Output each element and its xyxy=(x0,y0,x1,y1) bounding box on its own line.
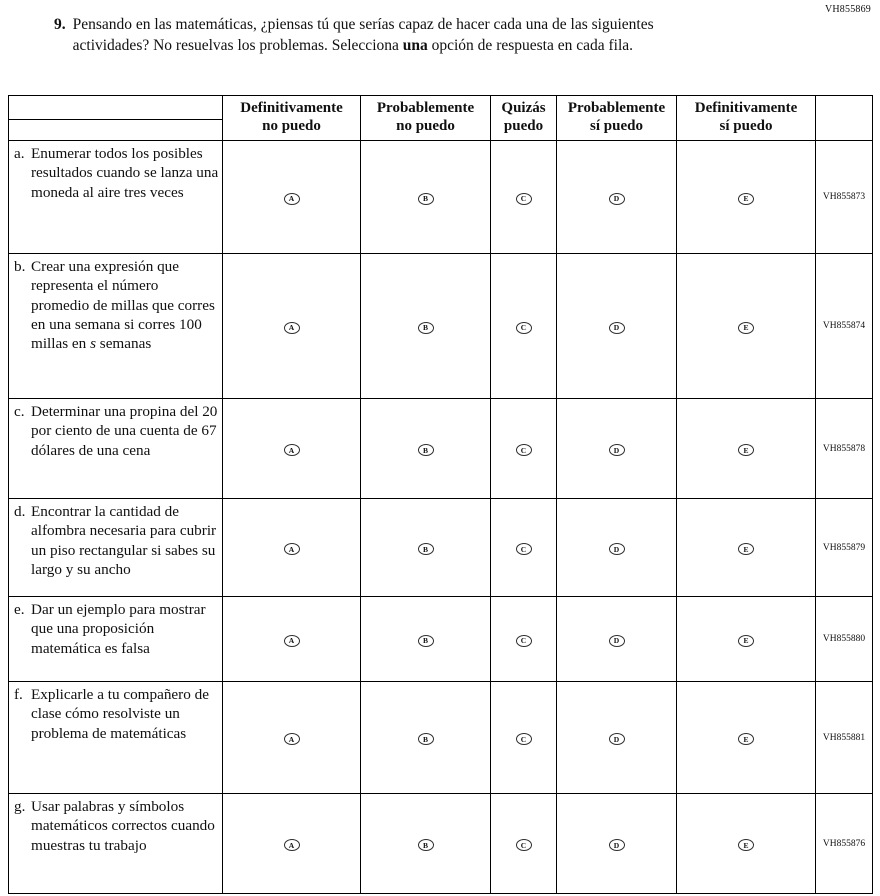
activity-cell xyxy=(9,499,223,597)
activity-letter: f. xyxy=(14,686,23,703)
circled-letter-e[interactable]: E xyxy=(738,635,754,647)
activity-text-italic: s xyxy=(90,335,96,353)
circled-letter-a[interactable]: A xyxy=(284,193,300,205)
option-bubble-a[interactable] xyxy=(223,141,361,254)
option-bubble-a[interactable] xyxy=(223,682,361,794)
question-number: 9. xyxy=(54,16,66,33)
activity-row-g xyxy=(9,794,873,894)
activity-letter: b. xyxy=(14,258,26,275)
activity-letter: c. xyxy=(14,403,25,420)
option-bubble-c[interactable] xyxy=(491,399,557,499)
row-accession-code: VH855879 xyxy=(816,499,873,597)
circled-letter-b[interactable]: B xyxy=(418,733,434,745)
activity-cell xyxy=(9,794,223,894)
circled-letter-d[interactable]: D xyxy=(609,193,625,205)
option-bubble-c[interactable] xyxy=(491,254,557,399)
circled-letter-c[interactable]: C xyxy=(516,444,532,456)
option-bubble-d[interactable] xyxy=(557,794,677,894)
header-stub-cell xyxy=(9,96,223,141)
option-bubble-d[interactable] xyxy=(557,141,677,254)
circled-letter-b[interactable]: B xyxy=(418,322,434,334)
circled-letter-b[interactable]: B xyxy=(418,839,434,851)
option-bubble-a[interactable] xyxy=(223,499,361,597)
col-header-definitely-cannot xyxy=(223,96,361,141)
activity-cell xyxy=(9,399,223,499)
option-bubble-e[interactable] xyxy=(677,399,816,499)
activity-letter: g. xyxy=(14,798,26,815)
header-line2: no puedo xyxy=(262,118,321,134)
activity-text: Dar un ejemplo para mostrar que una proposición matemática es falsa xyxy=(31,601,206,657)
circled-letter-a[interactable]: A xyxy=(284,733,300,745)
circled-letter-b[interactable]: B xyxy=(418,635,434,647)
option-bubble-d[interactable] xyxy=(557,499,677,597)
activity-cell xyxy=(9,141,223,254)
header-line1: Quizás xyxy=(501,100,546,117)
option-bubble-e[interactable] xyxy=(677,141,816,254)
row-accession-code: VH855881 xyxy=(816,682,873,794)
circled-letter-e[interactable]: E xyxy=(738,733,754,745)
circled-letter-e[interactable]: E xyxy=(738,322,754,334)
activity-row-a xyxy=(9,141,873,254)
row-accession-code: VH855880 xyxy=(816,597,873,682)
activity-cell xyxy=(9,254,223,399)
header-line2: sí puedo xyxy=(590,118,643,134)
option-bubble-c[interactable] xyxy=(491,794,557,894)
row-accession-code: VH855876 xyxy=(816,794,873,894)
col-header-maybe-can xyxy=(491,96,557,141)
option-bubble-b[interactable] xyxy=(361,141,491,254)
option-bubble-c[interactable] xyxy=(491,682,557,794)
option-bubble-e[interactable] xyxy=(677,499,816,597)
option-bubble-a[interactable] xyxy=(223,399,361,499)
option-bubble-b[interactable] xyxy=(361,597,491,682)
option-bubble-a[interactable] xyxy=(223,794,361,894)
option-bubble-d[interactable] xyxy=(557,682,677,794)
circled-letter-e[interactable]: E xyxy=(738,193,754,205)
option-bubble-b[interactable] xyxy=(361,682,491,794)
page-accession-code: VH855869 xyxy=(824,4,871,15)
option-bubble-c[interactable] xyxy=(491,597,557,682)
activity-text: Enumerar todos los posibles resultados cuando se lanza una moneda al aire tres veces xyxy=(31,145,219,201)
circled-letter-c[interactable]: C xyxy=(516,635,532,647)
circled-letter-d[interactable]: D xyxy=(609,444,625,456)
circled-letter-d[interactable]: D xyxy=(609,733,625,745)
activity-cell xyxy=(9,597,223,682)
header-line1: Definitivamente xyxy=(240,100,343,117)
activity-row-c xyxy=(9,399,873,499)
row-accession-code: VH855873 xyxy=(816,141,873,254)
circled-letter-a[interactable]: A xyxy=(284,543,300,555)
activity-text: Encontrar la cantidad de alfombra necesaria para cubrir un piso rectangular si sabes su largo y su ancho xyxy=(31,503,217,578)
header-line1: Definitivamente xyxy=(694,100,798,117)
col-header-definitely-can xyxy=(677,96,816,141)
circled-letter-d[interactable]: D xyxy=(609,322,625,334)
header-row xyxy=(9,96,873,141)
option-bubble-c[interactable] xyxy=(491,141,557,254)
row-accession-code: VH855874 xyxy=(816,254,873,399)
question-text xyxy=(73,14,697,57)
option-bubble-d[interactable] xyxy=(557,399,677,499)
circled-letter-b[interactable]: B xyxy=(418,444,434,456)
option-bubble-d[interactable] xyxy=(557,254,677,399)
header-line1: Probablemente xyxy=(376,100,475,117)
circled-letter-d[interactable]: D xyxy=(609,543,625,555)
question-text-part1: Pensando en las matemáticas, ¿piensas tú que serías capaz de hacer cada una de las siguientes actividades? No resuelvas los problemas. Selecciona xyxy=(72,16,654,55)
circled-letter-e[interactable]: E xyxy=(738,839,754,851)
activity-letter: a. xyxy=(14,145,25,162)
circled-letter-c[interactable]: C xyxy=(516,839,532,851)
circled-letter-a[interactable]: A xyxy=(284,839,300,851)
activity-cell xyxy=(9,682,223,794)
circled-letter-a[interactable]: A xyxy=(284,322,300,334)
activity-text: Usar palabras y símbolos matemáticos correctos cuando muestras tu trabajo xyxy=(31,798,215,854)
question-block xyxy=(54,14,697,57)
activity-row-d xyxy=(9,499,873,597)
response-grid xyxy=(8,95,873,894)
circled-letter-e[interactable]: E xyxy=(738,444,754,456)
header-line2: sí puedo xyxy=(719,118,773,134)
activity-row-f xyxy=(9,682,873,794)
header-code-cell xyxy=(816,96,873,141)
activity-letter: e. xyxy=(14,601,25,618)
circled-letter-c[interactable]: C xyxy=(516,322,532,334)
circled-letter-b[interactable]: B xyxy=(418,193,434,205)
activity-row-b xyxy=(9,254,873,399)
activity-letter: d. xyxy=(14,503,26,520)
circled-letter-d[interactable]: D xyxy=(609,839,625,851)
activity-text: Determinar una propina del 20 por ciento de una cuenta de 67 dólares de una cena xyxy=(31,403,218,459)
header-line1: Probablemente xyxy=(567,100,666,117)
circled-letter-a[interactable]: A xyxy=(284,635,300,647)
option-bubble-b[interactable] xyxy=(361,499,491,597)
question-text-bold: una xyxy=(402,37,428,55)
circled-letter-e[interactable]: E xyxy=(738,543,754,555)
option-bubble-a[interactable] xyxy=(223,597,361,682)
option-bubble-b[interactable] xyxy=(361,399,491,499)
activity-text: Explicarle a tu compañero de clase cómo resolviste un problema de matemáticas xyxy=(31,686,209,742)
header-line2: puedo xyxy=(503,118,544,134)
option-bubble-a[interactable] xyxy=(223,254,361,399)
option-bubble-e[interactable] xyxy=(677,682,816,794)
option-bubble-e[interactable] xyxy=(677,794,816,894)
option-bubble-e[interactable] xyxy=(677,254,816,399)
circled-letter-b[interactable]: B xyxy=(418,543,434,555)
option-bubble-c[interactable] xyxy=(491,499,557,597)
stub-divider-line xyxy=(9,96,222,120)
circled-letter-c[interactable]: C xyxy=(516,733,532,745)
col-header-probably-cannot xyxy=(361,96,491,141)
activity-text-after: semanas xyxy=(95,335,152,353)
circled-letter-a[interactable]: A xyxy=(284,444,300,456)
header-line2: no puedo xyxy=(396,118,455,134)
option-bubble-b[interactable] xyxy=(361,794,491,894)
activity-text: Crear una expresión que representa el número promedio de millas que corres en una semana si corres 100 millas en xyxy=(31,258,215,353)
option-bubble-d[interactable] xyxy=(557,597,677,682)
col-header-probably-can xyxy=(557,96,677,141)
activity-row-e xyxy=(9,597,873,682)
row-accession-code: VH855878 xyxy=(816,399,873,499)
option-bubble-e[interactable] xyxy=(677,597,816,682)
option-bubble-b[interactable] xyxy=(361,254,491,399)
circled-letter-d[interactable]: D xyxy=(609,635,625,647)
circled-letter-c[interactable]: C xyxy=(516,543,532,555)
circled-letter-c[interactable]: C xyxy=(516,193,532,205)
question-text-part2: opción de respuesta en cada fila. xyxy=(427,37,634,55)
